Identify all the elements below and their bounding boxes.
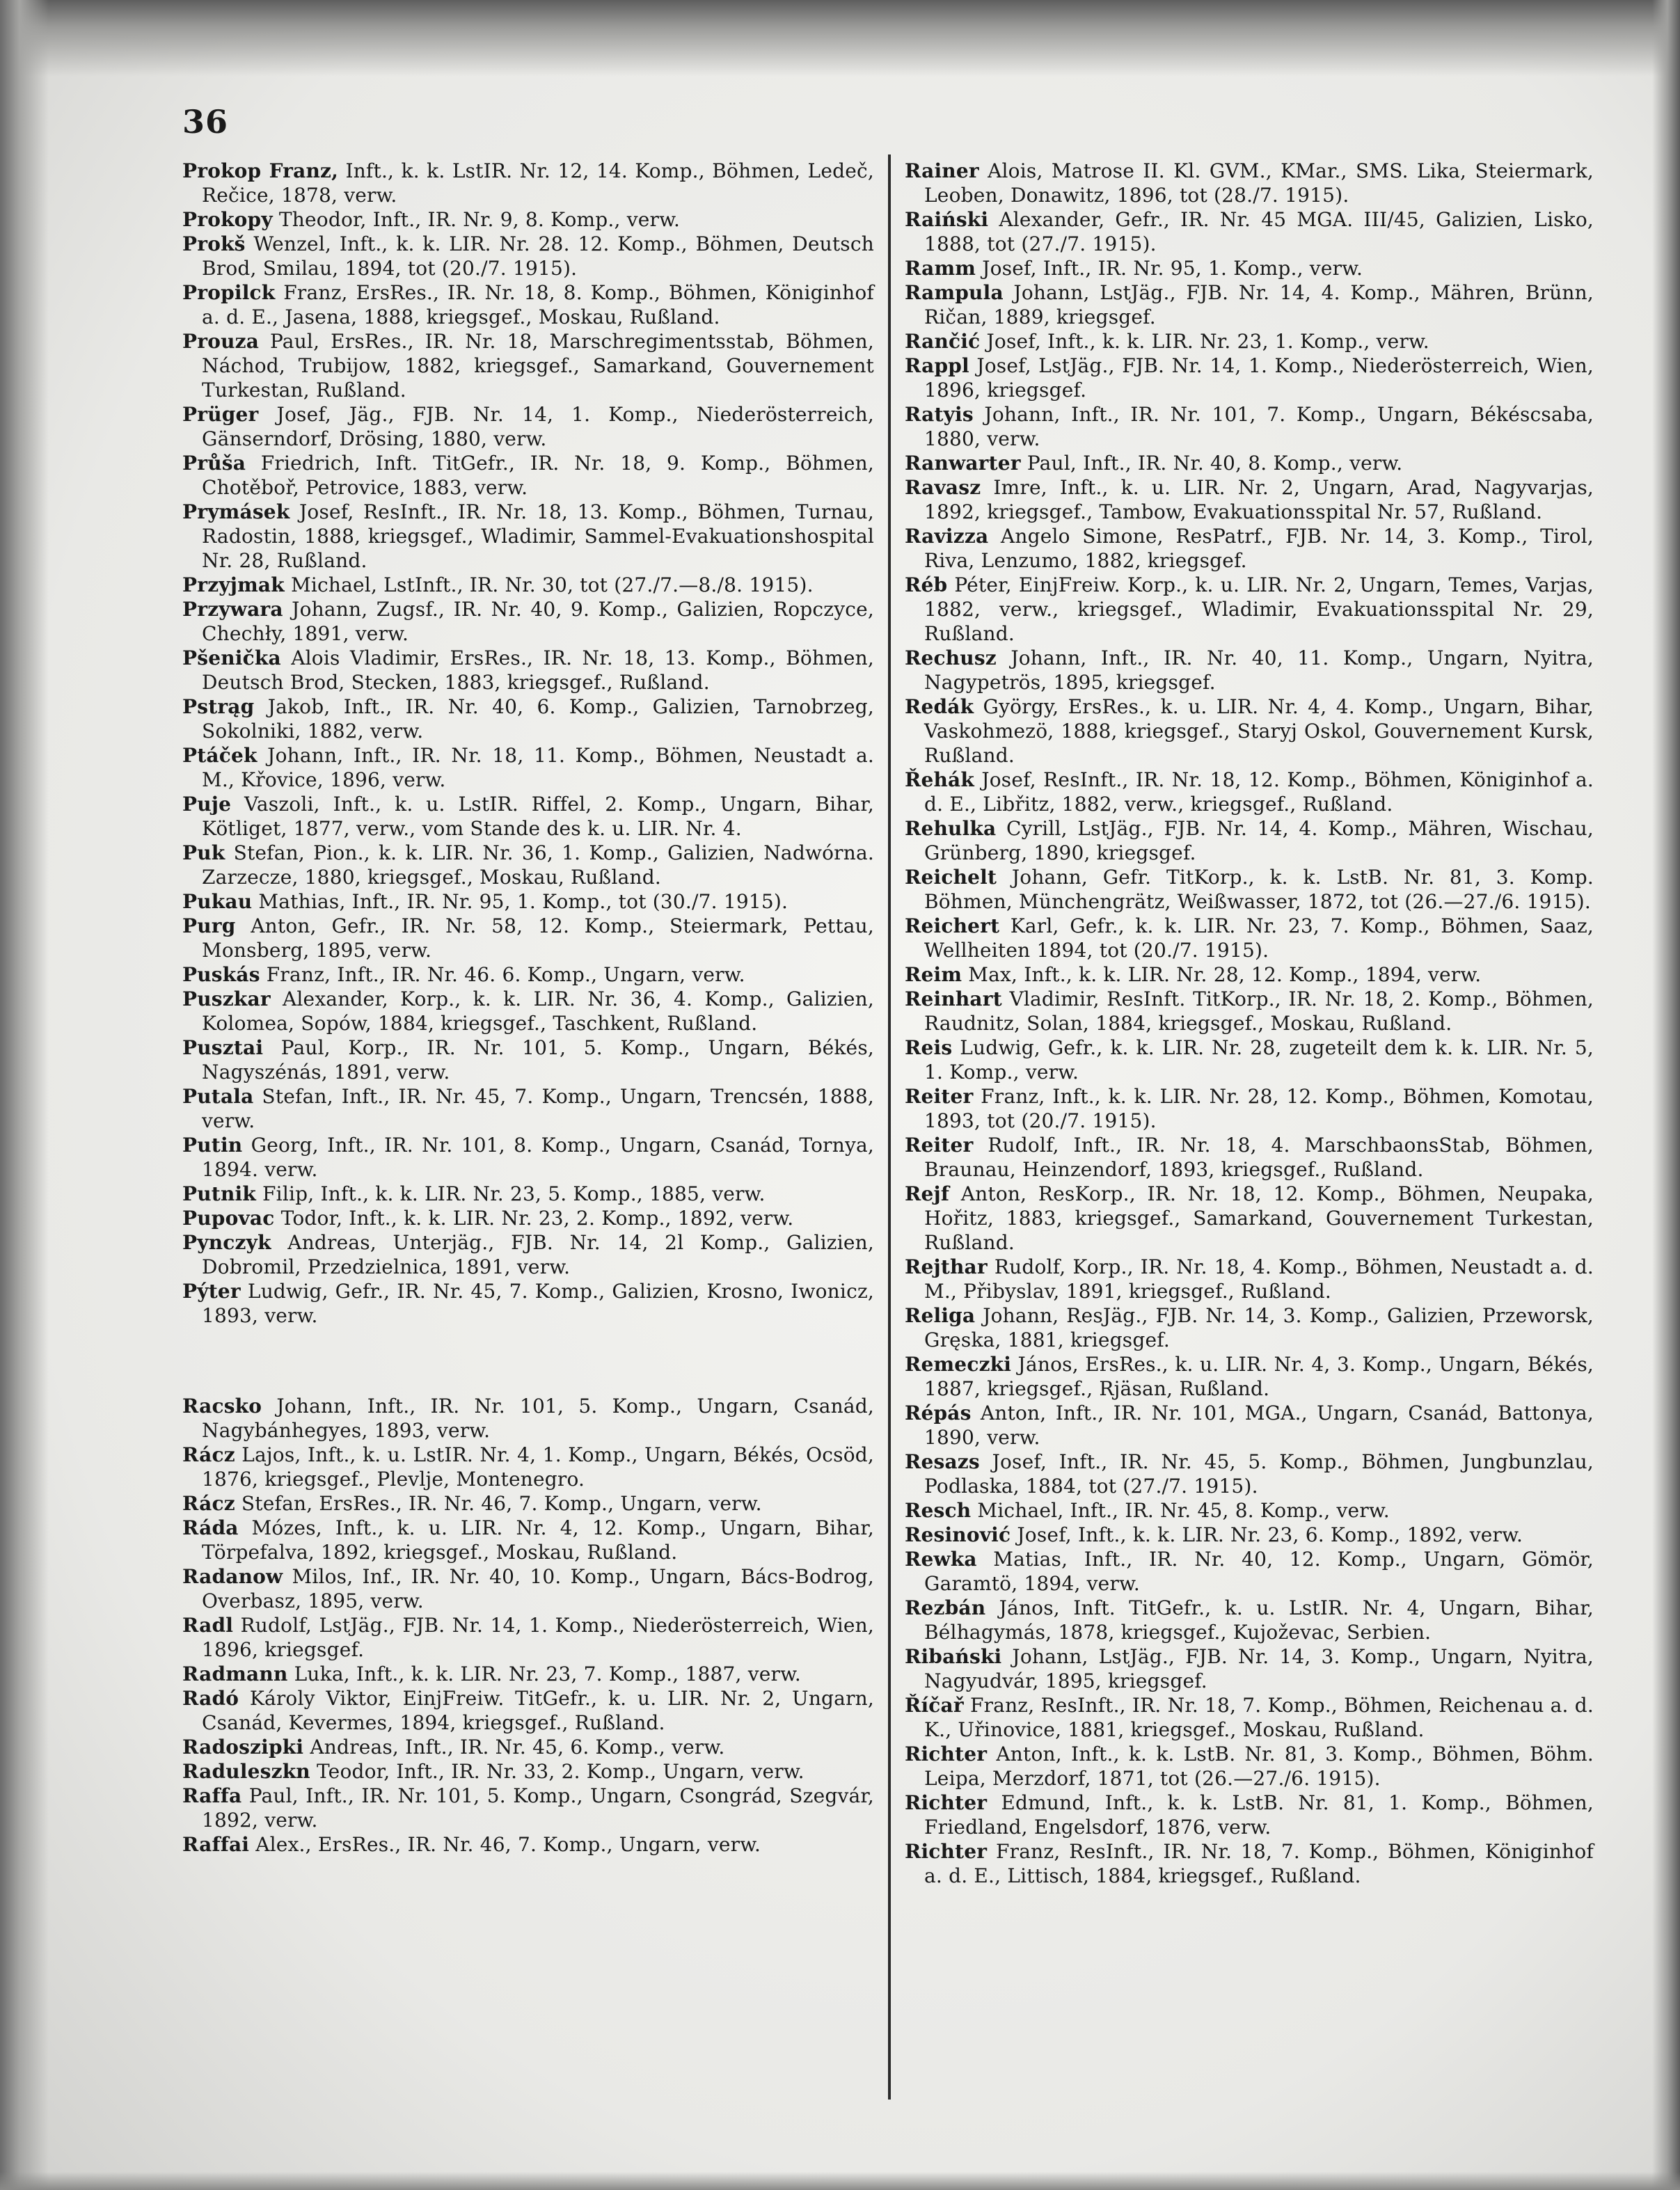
entry-name: Rácz <box>182 1443 235 1466</box>
entry-name: Richter <box>905 1743 988 1766</box>
casualty-entry <box>182 500 874 573</box>
entry-name: Prüger <box>182 403 259 426</box>
entry-name: Průša <box>182 452 246 475</box>
casualty-entry <box>905 354 1594 402</box>
casualty-entry <box>905 987 1594 1036</box>
entry-name: Rácz <box>182 1492 235 1515</box>
entry-name: Reim <box>905 963 962 986</box>
entry-name: Putnik <box>182 1182 256 1205</box>
entry-name: Pynczyk <box>182 1231 271 1254</box>
casualty-entry <box>182 597 874 646</box>
casualty-entry <box>905 207 1594 256</box>
entry-name: Radl <box>182 1614 234 1637</box>
entry-name: Prymásek <box>182 500 290 523</box>
entry-details: Imre, Inft., k. u. LIR. Nr. 2, Ungarn, Arad, Nagyvarjas, 1892, kriegsgef., Tambow, Evakuationsspital Nr. 57, Rußland. <box>924 476 1594 523</box>
casualty-entry <box>905 1182 1594 1255</box>
entry-name: Przywara <box>182 598 283 621</box>
entry-details: Rudolf, LstJäg., FJB. Nr. 14, 1. Komp., Niederösterreich, Wien, 1896, kriegsgef. <box>202 1614 874 1661</box>
entry-name: Remeczki <box>905 1353 1012 1376</box>
entry-details: Josef, Inft., IR. Nr. 45, 5. Komp., Böhmen, Jungbunzlau, Podlaska, 1884, tot (27./7. 1915). <box>924 1450 1594 1498</box>
entry-name: Pukau <box>182 890 253 913</box>
casualty-entry <box>182 402 874 451</box>
scan-shadow-right <box>1652 0 1680 2190</box>
casualty-entry <box>182 1206 874 1230</box>
casualty-entry <box>905 768 1594 816</box>
entry-name: Říčař <box>905 1694 964 1717</box>
casualty-entry <box>905 475 1594 524</box>
casualty-entry <box>182 1491 874 1516</box>
entry-name: Reinhart <box>905 987 1002 1010</box>
page-number: 36 <box>182 103 229 141</box>
casualty-entry <box>182 695 874 743</box>
entry-name: Radmann <box>182 1663 288 1685</box>
casualty-entry <box>182 987 874 1036</box>
casualty-entry <box>182 1443 874 1491</box>
entry-name: Ribański <box>905 1645 1002 1668</box>
entry-details: Friedrich, Inft. TitGefr., IR. Nr. 18, 9. Komp., Böhmen, Chotěboř, Petrovice, 1883, verw. <box>202 452 874 499</box>
casualty-entry <box>182 1832 874 1857</box>
entry-name: Puszkar <box>182 987 271 1010</box>
casualty-entry <box>182 743 874 792</box>
entry-details: Michael, Inft., IR. Nr. 45, 8. Komp., verw. <box>971 1499 1390 1522</box>
entry-name: Reiter <box>905 1134 974 1157</box>
casualty-entry <box>905 1401 1594 1450</box>
entry-name: Purg <box>182 914 236 937</box>
entry-details: Luka, Inft., k. k. LIR. Nr. 23, 7. Komp., 1887, verw. <box>287 1663 802 1685</box>
entry-name: Répás <box>905 1402 972 1425</box>
entry-name: Religa <box>905 1304 976 1327</box>
entry-name: Reiter <box>905 1085 974 1108</box>
casualty-entry <box>182 573 874 597</box>
casualty-entry <box>182 329 874 402</box>
casualty-entry <box>182 1662 874 1686</box>
entry-name: Pšenička <box>182 646 281 669</box>
casualty-entry <box>905 1084 1594 1133</box>
entry-details: Ludwig, Gefr., k. k. LIR. Nr. 28, zugeteilt dem k. k. LIR. Nr. 5, 1. Komp., verw. <box>924 1036 1594 1084</box>
entry-name: Putala <box>182 1085 254 1108</box>
entry-name: Reis <box>905 1036 953 1059</box>
entry-name: Raiński <box>905 208 989 231</box>
entry-name: Rejthar <box>905 1255 988 1278</box>
casualty-entry <box>905 1255 1594 1303</box>
entry-details: Johann, Inft., IR. Nr. 40, 11. Komp., Ungarn, Nyitra, Nagypetrös, 1895, kriegsgef. <box>924 646 1594 694</box>
casualty-entry <box>905 1596 1594 1644</box>
casualty-entry <box>182 1686 874 1735</box>
casualty-entry <box>905 962 1594 987</box>
entry-name: Przyjmak <box>182 573 285 596</box>
entry-details: Johann, Inft., IR. Nr. 101, 7. Komp., Ungarn, Békéscsaba, 1880, verw. <box>924 403 1594 450</box>
entry-details: Alois Vladimir, ErsRes., IR. Nr. 18, 13. Komp., Böhmen, Deutsch Brod, Stecken, 1883, kriegsgef., Rußland. <box>202 646 874 694</box>
entry-details: Rudolf, Inft., IR. Nr. 18, 4. MarschbaonsStab, Böhmen, Braunau, Heinzendorf, 1893, kriegsgef., Rußland. <box>924 1134 1594 1181</box>
entry-name: Ravizza <box>905 525 989 548</box>
entry-details: Ludwig, Gefr., IR. Nr. 45, 7. Komp., Galizien, Krosno, Iwonicz, 1893, verw. <box>202 1280 874 1327</box>
entry-details: Filip, Inft., k. k. LIR. Nr. 23, 5. Komp., 1885, verw. <box>255 1182 766 1205</box>
entry-details: Péter, EinjFreiw. Korp., k. u. LIR. Nr. 2, Ungarn, Temes, Varjas, 1882, verw., kriegsgef., Wladimir, Evakuationsspital Nr. 29, Rußland. <box>924 573 1594 645</box>
scan-shadow-left <box>0 0 49 2190</box>
entry-details: Josef, ResInft., IR. Nr. 18, 13. Komp., Böhmen, Turnau, Radostin, 1888, kriegsgef., Wladimir, Sammel-Evakuationshospital Nr. 28, Rußland. <box>202 500 874 572</box>
right-column <box>905 159 1594 1888</box>
entry-details: Franz, Inft., IR. Nr. 46. 6. Komp., Ungarn, verw. <box>260 963 745 986</box>
entry-name: Propilck <box>182 281 276 304</box>
entry-details: Franz, Inft., k. k. LIR. Nr. 28, 12. Komp., Böhmen, Komotau, 1893, tot (20./7. 1915). <box>924 1085 1594 1132</box>
entry-details: Rudolf, Korp., IR. Nr. 18, 4. Komp., Böhmen, Neustadt a. d. M., Přibyslav, 1891, kriegsgef., Rußland. <box>924 1255 1594 1303</box>
casualty-entry <box>905 1693 1594 1742</box>
entry-details: Michael, LstInft., IR. Nr. 30, tot (27./7.—8./8. 1915). <box>284 573 814 596</box>
column-divider <box>888 154 891 2100</box>
entry-details: Jakob, Inft., IR. Nr. 40, 6. Komp., Galizien, Tarnobrzeg, Sokolniki, 1882, verw. <box>202 695 874 743</box>
casualty-entry <box>182 1279 874 1328</box>
entry-details: Anton, Inft., IR. Nr. 101, MGA., Ungarn, Csanád, Battonya, 1890, verw. <box>924 1402 1594 1449</box>
entry-name: Pusztai <box>182 1036 264 1059</box>
casualty-entry <box>182 1230 874 1279</box>
casualty-entry <box>905 1791 1594 1839</box>
casualty-entry <box>905 256 1594 280</box>
entry-name: Reichelt <box>905 866 997 889</box>
entry-name: Radó <box>182 1687 239 1710</box>
entry-details: Mózes, Inft., k. u. LIR. Nr. 4, 12. Komp., Ungarn, Bihar, Törpefalva, 1892, kriegsgef., Moskau, Rußland. <box>202 1516 874 1564</box>
entry-details: Teodor, Inft., IR. Nr. 33, 2. Komp., Ungarn, verw. <box>310 1760 805 1783</box>
casualty-entry <box>905 329 1594 354</box>
casualty-entry <box>905 1547 1594 1596</box>
entry-details: Milos, Inf., IR. Nr. 40, 10. Komp., Ungarn, Bács-Bodrog, Overbasz, 1895, verw. <box>202 1565 874 1612</box>
entry-details: Cyrill, LstJäg., FJB. Nr. 14, 4. Komp., Mähren, Wischau, Grünberg, 1890, kriegsgef. <box>924 817 1594 864</box>
casualty-entry <box>182 1036 874 1084</box>
entry-name: Richter <box>905 1791 988 1814</box>
entry-name: Resinović <box>905 1523 1011 1546</box>
casualty-entry <box>905 1133 1594 1182</box>
entry-details: Matias, Inft., IR. Nr. 40, 12. Komp., Ungarn, Gömör, Garamtö, 1894, verw. <box>924 1548 1594 1595</box>
entry-name: Richter <box>905 1840 988 1863</box>
entry-name: Rewka <box>905 1548 977 1571</box>
casualty-entry <box>182 280 874 329</box>
casualty-entry <box>905 1450 1594 1498</box>
entry-details: Andreas, Unterjäg., FJB. Nr. 14, 2l Komp., Galizien, Dobromil, Przedzielnica, 1891, verw. <box>202 1231 874 1278</box>
entry-details: János, Inft. TitGefr., k. u. LstIR. Nr. 4, Ungarn, Bihar, Bélhagymás, 1878, kriegsgef., Kujoževac, Serbien. <box>924 1596 1594 1644</box>
entry-details: Paul, Korp., IR. Nr. 101, 5. Komp., Ungarn, Békés, Nagyszénás, 1891, verw. <box>202 1036 874 1084</box>
casualty-entry <box>905 280 1594 329</box>
entry-name: Raduleszkn <box>182 1760 310 1783</box>
entry-name: Prokš <box>182 232 246 255</box>
casualty-entry <box>905 402 1594 451</box>
casualty-entry <box>905 1352 1594 1401</box>
casualty-entry <box>905 451 1594 475</box>
entry-details: Johann, LstJäg., FJB. Nr. 14, 3. Komp., Ungarn, Nyitra, Nagyudvár, 1895, kriegsgef. <box>924 1645 1594 1692</box>
section-gap <box>182 1328 874 1394</box>
entry-details: Paul, Inft., IR. Nr. 40, 8. Komp., verw. <box>1020 452 1403 475</box>
entry-details: Lajos, Inft., k. u. LstIR. Nr. 4, 1. Komp., Ungarn, Békés, Ocsöd, 1876, kriegsgef., Plevlje, Montenegro. <box>202 1443 874 1491</box>
casualty-entry <box>182 1182 874 1206</box>
casualty-entry <box>905 1036 1594 1084</box>
casualty-entry <box>182 914 874 962</box>
entry-details: Stefan, Pion., k. k. LIR. Nr. 36, 1. Komp., Galizien, Nadwórna. Zarzecze, 1880, kriegsgef., Moskau, Rußland. <box>202 841 874 889</box>
entry-details: Alex., ErsRes., IR. Nr. 46, 7. Komp., Ungarn, verw. <box>249 1833 761 1856</box>
entry-name: Raffa <box>182 1784 242 1807</box>
casualty-entry <box>905 646 1594 695</box>
entry-details: Max, Inft., k. k. LIR. Nr. 28, 12. Komp., 1894, verw. <box>962 963 1482 986</box>
entry-name: Řehák <box>905 768 974 791</box>
entry-name: Racsko <box>182 1395 262 1418</box>
entry-details: Károly Viktor, EinjFreiw. TitGefr., k. u. LIR. Nr. 2, Ungarn, Csanád, Kevermes, 1894, kriegsgef., Rußland. <box>202 1687 874 1734</box>
entry-name: Ramm <box>905 257 976 280</box>
casualty-entry <box>905 1839 1594 1888</box>
entry-name: Redák <box>905 695 974 718</box>
entry-details: Johann, Inft., IR. Nr. 101, 5. Komp., Ungarn, Csanád, Nagybánhegyes, 1893, verw. <box>202 1395 874 1442</box>
entry-details: Franz, ErsRes., IR. Nr. 18, 8. Komp., Böhmen, Königinhof a. d. E., Jasena, 1888, kriegsgef., Moskau, Rußland. <box>202 281 874 328</box>
casualty-entry <box>182 841 874 889</box>
casualty-entry <box>905 1303 1594 1352</box>
casualty-entry <box>905 1523 1594 1547</box>
entry-name: Puje <box>182 793 232 816</box>
entry-name: Raffai <box>182 1833 250 1856</box>
entry-details: Johann, ResJäg., FJB. Nr. 14, 3. Komp., Galizien, Przeworsk, Gręska, 1881, kriegsgef. <box>924 1304 1594 1351</box>
casualty-entry <box>905 1498 1594 1523</box>
entry-details: Anton, Inft., k. k. LstB. Nr. 81, 3. Komp., Böhmen, Böhm. Leipa, Merzdorf, 1871, tot (26.—27./6. 1915). <box>924 1743 1594 1790</box>
entry-name: Rechusz <box>905 646 997 669</box>
entry-name: Rejf <box>905 1182 950 1205</box>
entry-details: Theodor, Inft., IR. Nr. 9, 8. Komp., verw. <box>272 208 681 231</box>
casualty-entry <box>182 1394 874 1443</box>
entry-name: Ptáček <box>182 744 257 767</box>
entry-details: Alexander, Korp., k. k. LIR. Nr. 36, 4. Komp., Galizien, Kolomea, Sopów, 1884, kriegsgef., Taschkent, Rußland. <box>202 987 874 1035</box>
entry-name: Radoszipki <box>182 1736 304 1759</box>
entry-details: Mathias, Inft., IR. Nr. 95, 1. Komp., tot (30./7. 1915). <box>252 890 789 913</box>
entry-name: Pýter <box>182 1280 241 1303</box>
entry-details: Josef, ResInft., IR. Nr. 18, 12. Komp., Böhmen, Königinhof a. d. E., Libřitz, 1882, verw., kriegsgef., Rußland. <box>924 768 1594 816</box>
entry-details: Johann, Gefr. TitKorp., k. k. LstB. Nr. 81, 3. Komp. Böhmen, Münchengrätz, Weißwasser, 1872, tot (26.—27./6. 1915). <box>924 866 1594 913</box>
entry-details: Paul, Inft., IR. Nr. 101, 5. Komp., Ungarn, Csongrád, Szegvár, 1892, verw. <box>202 1784 874 1832</box>
entry-name: Réb <box>905 573 948 596</box>
entry-details: Inft., k. k. LstIR. Nr. 12, 14. Komp., Böhmen, Ledeč, Rečice, 1878, verw. <box>202 159 874 207</box>
entry-details: Johann, Inft., IR. Nr. 18, 11. Komp., Böhmen, Neustadt a. M., Křovice, 1896, verw. <box>202 744 874 791</box>
entry-details: Josef, LstJäg., FJB. Nr. 14, 1. Komp., Niederösterreich, Wien, 1896, kriegsgef. <box>924 354 1594 402</box>
casualty-entry <box>905 695 1594 768</box>
casualty-entry <box>905 914 1594 962</box>
entry-name: Putin <box>182 1134 243 1157</box>
entry-name: Rampula <box>905 281 1004 304</box>
entry-name: Ratyis <box>905 403 974 426</box>
casualty-entry <box>905 1644 1594 1693</box>
entry-details: Wenzel, Inft., k. k. LIR. Nr. 28. 12. Komp., Böhmen, Deutsch Brod, Smilau, 1894, tot (20./7. 1915). <box>202 232 874 280</box>
entry-name: Puskás <box>182 963 260 986</box>
casualty-entry <box>905 159 1594 207</box>
entry-details: Johann, LstJäg., FJB. Nr. 14, 4. Komp., Mähren, Brünn, Ričan, 1889, kriegsgef. <box>924 281 1594 328</box>
casualty-entry <box>182 451 874 500</box>
entry-name: Ranwarter <box>905 452 1021 475</box>
entry-name: Resch <box>905 1499 972 1522</box>
entry-details: János, ErsRes., k. u. LIR. Nr. 4, 3. Komp., Ungarn, Békés, 1887, kriegsgef., Rjäsan, Rußland. <box>924 1353 1594 1400</box>
entry-details: Angelo Simone, ResPatrf., FJB. Nr. 14, 3. Komp., Tirol, Riva, Lenzumo, 1882, kriegsgef. <box>924 525 1594 572</box>
entry-details: Todor, Inft., k. k. LIR. Nr. 23, 2. Komp., 1892, verw. <box>274 1207 794 1230</box>
entry-name: Reichert <box>905 914 1000 937</box>
casualty-entry <box>905 573 1594 646</box>
entry-name: Prouza <box>182 330 260 353</box>
casualty-entry <box>905 524 1594 573</box>
entry-name: Prokop Franz, <box>182 159 339 182</box>
entry-name: Rehulka <box>905 817 997 840</box>
entry-details: Vaszoli, Inft., k. u. LstIR. Riffel, 2. Komp., Ungarn, Bihar, Kötliget, 1877, verw., vom Stande des k. u. LIR. Nr. 4. <box>202 793 874 840</box>
scan-shadow-bottom <box>0 2172 1680 2190</box>
entry-details: Georg, Inft., IR. Nr. 101, 8. Komp., Ungarn, Csanád, Tornya, 1894. verw. <box>202 1134 874 1181</box>
casualty-entry <box>182 159 874 207</box>
casualty-entry <box>182 962 874 987</box>
casualty-entry <box>905 816 1594 865</box>
entry-name: Pstrąg <box>182 695 255 718</box>
entry-name: Puk <box>182 841 225 864</box>
entry-details: Johann, Zugsf., IR. Nr. 40, 9. Komp., Galizien, Ropczyce, Chechły, 1891, verw. <box>202 598 874 645</box>
entry-details: Alexander, Gefr., IR. Nr. 45 MGA. III/45, Galizien, Lisko, 1888, tot (27./7. 1915). <box>924 208 1594 255</box>
entry-details: Josef, Inft., k. k. LIR. Nr. 23, 6. Komp., 1892, verw. <box>1011 1523 1523 1546</box>
entry-details: György, ErsRes., k. u. LIR. Nr. 4, 4. Komp., Ungarn, Bihar, Vaskohmezö, 1888, kriegsgef., Staryj Oskol, Gouvernement Kursk, Rußland. <box>924 695 1594 767</box>
entry-name: Ravasz <box>905 476 981 499</box>
entry-details: Anton, Gefr., IR. Nr. 58, 12. Komp., Steiermark, Pettau, Monsberg, 1895, verw. <box>202 914 874 962</box>
entry-details: Edmund, Inft., k. k. LstB. Nr. 81, 1. Komp., Böhmen, Friedland, Engelsdorf, 1876, verw. <box>924 1791 1594 1839</box>
casualty-entry <box>182 792 874 841</box>
casualty-entry <box>905 1742 1594 1791</box>
casualty-entry <box>182 1613 874 1662</box>
casualty-entry <box>182 1759 874 1784</box>
entry-details: Anton, ResKorp., IR. Nr. 18, 12. Komp., Böhmen, Neupaka, Hořitz, 1883, kriegsgef., Samarkand, Gouvernement Turkestan, Rußland. <box>924 1182 1594 1254</box>
casualty-entry <box>182 889 874 914</box>
entry-details: Vladimir, ResInft. TitKorp., IR. Nr. 18, 2. Komp., Böhmen, Raudnitz, Solan, 1884, kriegsgef., Moskau, Rußland. <box>924 987 1594 1035</box>
entry-name: Rainer <box>905 159 979 182</box>
entry-name: Radanow <box>182 1565 283 1588</box>
casualty-entry <box>182 207 874 232</box>
entry-details: Paul, ErsRes., IR. Nr. 18, Marschregimentsstab, Böhmen, Náchod, Trubijow, 1882, kriegsgef., Samarkand, Gouvernement Turkestan, Rußland. <box>202 330 874 402</box>
left-column <box>182 159 874 1857</box>
scan-shadow-top <box>0 0 1680 77</box>
entry-name: Prokopy <box>182 208 273 231</box>
entry-details: Andreas, Inft., IR. Nr. 45, 6. Komp., verw. <box>303 1736 725 1759</box>
casualty-entry <box>182 646 874 695</box>
casualty-entry <box>182 1084 874 1133</box>
casualty-entry <box>182 232 874 280</box>
entry-details: Franz, ResInft., IR. Nr. 18, 7. Komp., Böhmen, Reichenau a. d. K., Uřinovice, 1881, kriegsgef., Moskau, Rußland. <box>924 1694 1594 1741</box>
entry-name: Rančić <box>905 330 981 353</box>
entry-name: Ráda <box>182 1516 239 1539</box>
entry-name: Resazs <box>905 1450 980 1473</box>
entry-details: Josef, Inft., k. k. LIR. Nr. 23, 1. Komp., verw. <box>980 330 1429 353</box>
entry-details: Stefan, ErsRes., IR. Nr. 46, 7. Komp., Ungarn, verw. <box>235 1492 762 1515</box>
casualty-entry <box>182 1133 874 1182</box>
casualty-entry <box>182 1564 874 1613</box>
entry-name: Pupovac <box>182 1207 275 1230</box>
casualty-entry <box>905 865 1594 914</box>
entry-details: Karl, Gefr., k. k. LIR. Nr. 23, 7. Komp., Böhmen, Saaz, Wellheiten 1894, tot (20./7. 1915). <box>924 914 1594 962</box>
casualty-entry <box>182 1784 874 1832</box>
entry-name: Rezbán <box>905 1596 986 1619</box>
entry-details: Josef, Inft., IR. Nr. 95, 1. Komp., verw. <box>976 257 1363 280</box>
entry-details: Alois, Matrose II. Kl. GVM., KMar., SMS. Lika, Steiermark, Leoben, Donawitz, 1896, tot (28./7. 1915). <box>924 159 1594 207</box>
entry-details: Franz, ResInft., IR. Nr. 18, 7. Komp., Böhmen, Königinhof a. d. E., Littisch, 1884, kriegsgef., Rußland. <box>924 1840 1594 1887</box>
entry-details: Josef, Jäg., FJB. Nr. 14, 1. Komp., Niederösterreich, Gänserndorf, Drösing, 1880, verw. <box>202 403 874 450</box>
casualty-entry <box>182 1516 874 1564</box>
entry-details: Stefan, Inft., IR. Nr. 45, 7. Komp., Ungarn, Trencsén, 1888, verw. <box>202 1085 874 1132</box>
entry-name: Rappl <box>905 354 969 377</box>
casualty-entry <box>182 1735 874 1759</box>
